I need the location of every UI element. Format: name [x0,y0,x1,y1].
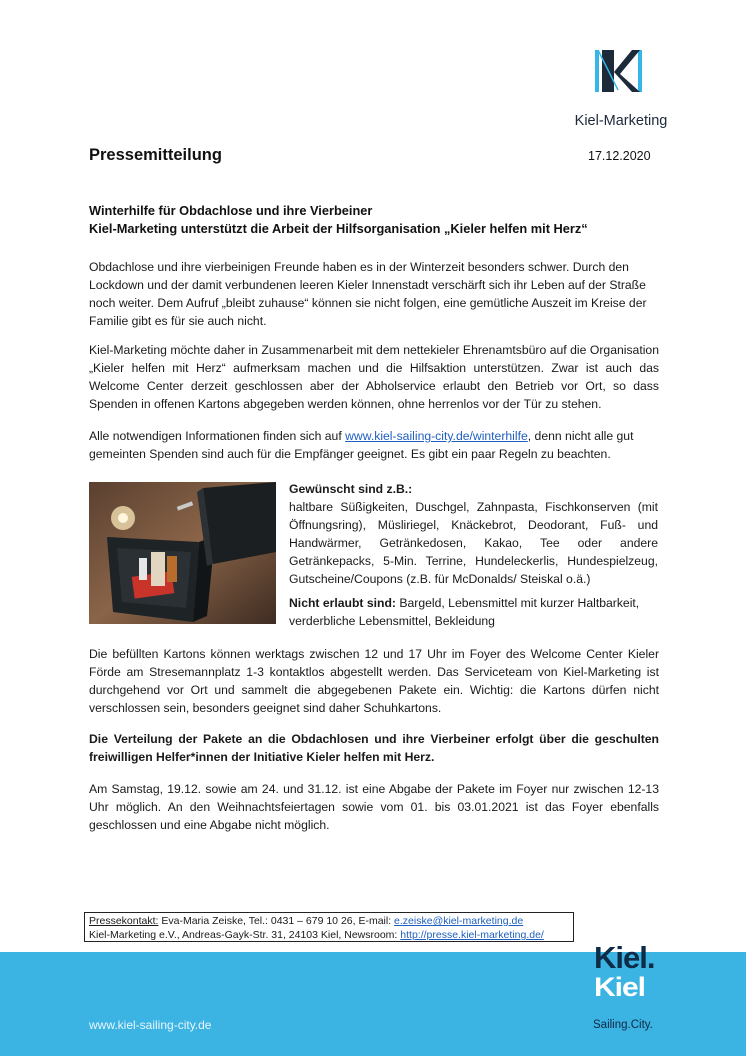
release-date: 17.12.2020 [588,149,651,163]
paragraph-holiday-times: Am Samstag, 19.12. sowie am 24. und 31.12. ist eine Abgabe der Pakete im Foyer nur zwischen 12-13 Uhr möglich. An den Weihnachtsfeiertagen sowie vom 01. bis 03.01.2021 ist das Foyer ebenfalls geschlossen und eine Abgabe nicht möglich. [89,782,659,832]
kiel-sailing-city-logo [584,936,664,1016]
press-contact-box [84,912,574,942]
headline-line-1: Winterhilfe für Obdachlose und ihre Vierbeiner [89,203,373,218]
donation-box-photo [89,482,276,624]
press-contact-line-2 [89,928,569,942]
press-contact-label: Pressekontakt: [89,915,159,927]
footer-url: www.kiel-sailing-city.de [89,1018,212,1032]
kiel-logo-bottom: Kiel [594,972,646,1003]
kiel-marketing-logo [562,48,680,138]
paragraph-cooperation: Kiel-Marketing möchte daher in Zusammenarbeit mit dem nettekieler Ehrenamtsbüro auf die Organisation „Kieler helfen mit Herz“ aufmerksam machen und die Hilfsaktion unterstützen. Zwar ist auch das Welcome Center derzeit geschlossen aber der Abholservice erlaubt den Betrieb vor Ort, so dass Spenden in offenen Kartons abgegeben werden können, ohne herrenlos vor der Tür zu stehen. [89,343,659,411]
winterhilfe-link[interactable]: www.kiel-sailing-city.de/winterhilfe [345,429,528,443]
page-title: Pressemitteilung [89,146,222,164]
headline-line-2: Kiel-Marketing unterstützt die Arbeit der Hilfsorganisation „Kieler helfen mit Herz“ [89,221,588,236]
paragraph-distribution: Die Verteilung der Pakete an die Obdachlosen und ihre Vierbeiner erfolgt über die geschulten freiwilligen Helfer*innen der Initiative Kieler helfen mit Herz. [89,732,659,764]
paragraph-information [89,427,659,463]
paragraph-information-text: Alle notwendigen Informationen finden sich auf [89,429,346,443]
not-allowed-label: Nicht erlaubt sind: [289,596,396,610]
not-allowed-list: Bargeld, Lebensmittel mit kurzer Haltbarkeit, verderbliche Lebensmittel, Bekleidung [289,596,640,628]
wanted-items-section [289,480,658,588]
donation-box-image [89,482,276,624]
wanted-items-list: haltbare Süßigkeiten, Duschgel, Zahnpasta, Fischkonserven (mit Öffnungsring), Müsliriegel, Knäckebrot, Deodorant, Fuß- und Handwärmer, Getränkedosen, Kakao, Tee oder andere Getränkepacks, 5-Min. Terrine, Hundeleckerlis, Hundespielzeug, Gutscheine/Coupons (z.B. für McDonalds/ Steiskal o.ä.) [289,500,658,586]
logo-label: Kiel-Marketing [574,113,668,129]
paragraph-information-rest: , denn nicht alle gut gemeinten Spenden sind auch für die Empfänger geeignet. Es gibt ein paar Regeln zu beachten. [89,429,634,461]
paragraph-intro: Obdachlose und ihre vierbeinigen Freunde haben es in der Winterzeit besonders schwer. Durch den Lockdown und der damit verbundenen leeren Kieler Innenstadt verschärft sich ihr Leben auf der Straße noch weiter. Dem Aufruf „bleibt zuhause“ können sie nicht folgen, eine gemütliche Auszeit im Kreise der Familie gibt es für sie auch nicht. [89,260,647,328]
press-contact-address: Kiel-Marketing e.V., Andreas-Gayk-Str. 31, 24103 Kiel, Newsroom: [89,929,401,941]
kiel-logo-top: Kiel. [594,940,655,975]
footer-tagline: Sailing.City. [593,1019,653,1031]
k-logo-icon [562,48,680,112]
press-contact-line-1 [89,914,569,928]
wanted-items-label: Gewünscht sind z.B.: [289,482,413,496]
newsroom-link[interactable]: http://presse.kiel-marketing.de/ [400,929,544,941]
not-allowed-section [289,594,658,630]
press-contact-email-link[interactable]: e.zeiske@kiel-marketing.de [394,915,524,927]
headline [89,202,669,238]
paragraph-drop-off: Die befüllten Kartons können werktags zwischen 12 und 17 Uhr im Foyer des Welcome Center Kieler Förde am Stresemannplatz 1-3 kontaktlos abgestellt werden. Das Serviceteam von Kiel-Marketing ist durchgehend vor Ort und sammelt die abgegebenen Pakete ein. Wichtig: die Kartons dürfen nicht verschlossen sein, besonders geeignet sind daher Schuhkartons. [89,647,659,715]
press-contact-details: Eva-Maria Zeiske, Tel.: 0431 – 679 10 26, E-mail: [158,915,395,927]
